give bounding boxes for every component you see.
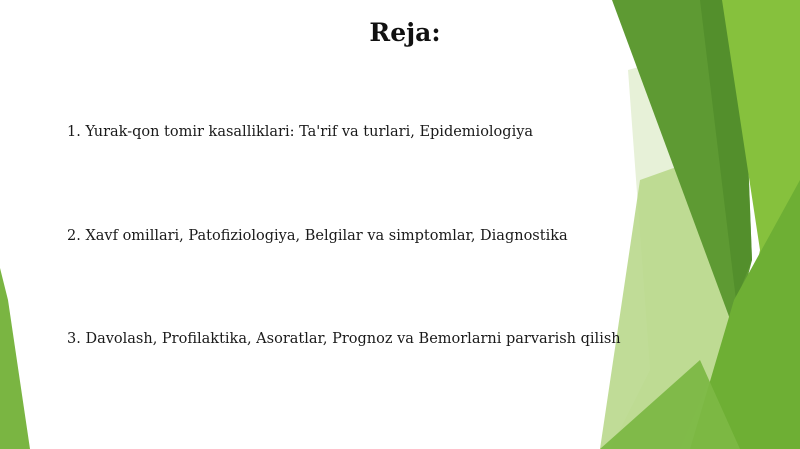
slide-title: Reja: [369,18,441,47]
agenda-item-1: 1. Yurak-qon tomir kasalliklari: Ta'rif va turlari, Epidemiologiya [67,124,534,140]
facet-left-sliver [0,268,30,449]
agenda-item-2: 2. Xavf omillari, Patofiziologiya, Belgilar va simptomlar, Diagnostika [67,228,568,244]
agenda-item-3: 3. Davolash, Profilaktika, Asoratlar, Prognoz va Bemorlarni parvarish qilish [67,331,621,347]
